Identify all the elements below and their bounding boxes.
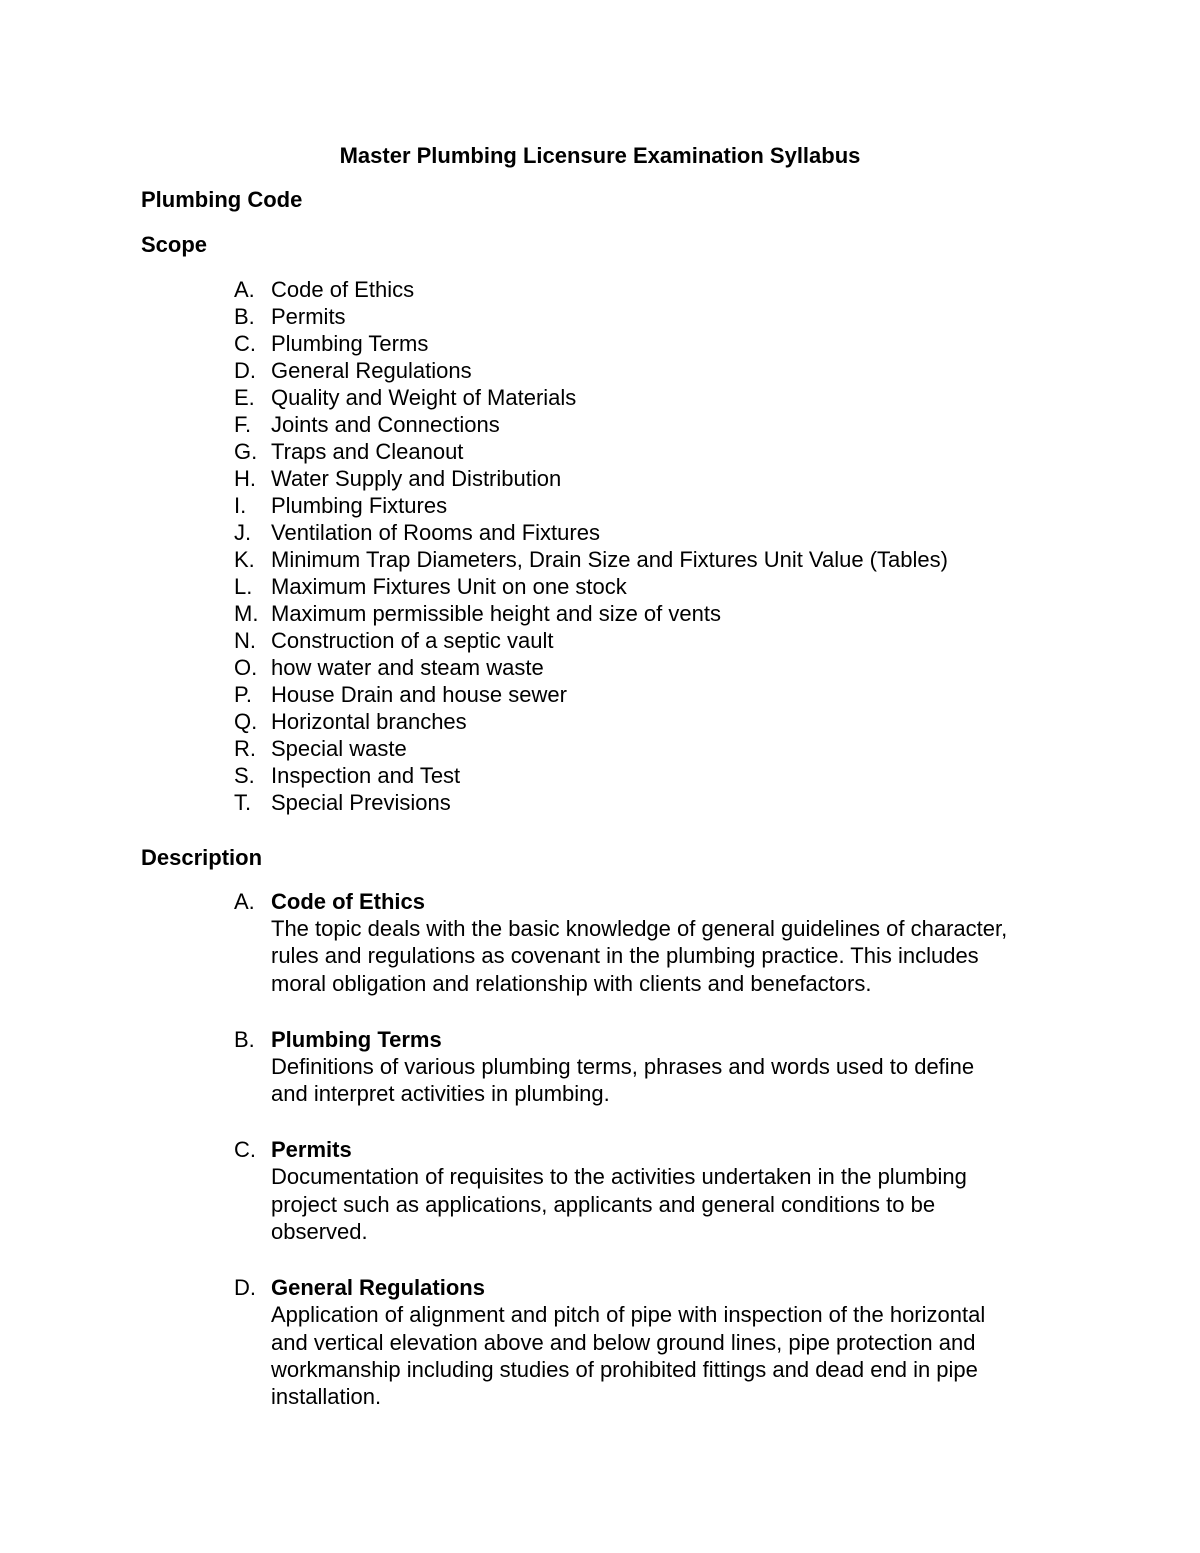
scope-item	[234, 384, 948, 411]
description-item-line: moral obligation and relationship with clients and benefactors.	[271, 970, 872, 996]
description-item-general-regulations	[234, 1274, 1074, 1410]
scope-item-text: House Drain and house sewer	[271, 682, 567, 707]
scope-item-letter: B.	[234, 304, 255, 329]
description-item-title: General Regulations	[271, 1275, 485, 1301]
scope-item-text: Special Previsions	[271, 790, 451, 815]
description-item-body	[271, 1026, 1074, 1108]
scope-item-text: Joints and Connections	[271, 412, 500, 437]
description-item-line: and vertical elevation above and below ground lines, pipe protection and	[271, 1329, 976, 1355]
scope-item	[234, 465, 948, 492]
scope-item-letter: H.	[234, 466, 256, 491]
scope-item	[234, 330, 948, 357]
section-heading-scope: Scope	[141, 232, 208, 257]
scope-item	[234, 357, 948, 384]
description-item-line: workmanship including studies of prohibited fittings and dead end in pipe	[271, 1356, 978, 1382]
description-item-line: Definitions of various plumbing terms, phrases and words used to define	[271, 1053, 975, 1079]
section-heading-description: Description	[141, 845, 263, 870]
scope-item-letter: P.	[234, 682, 252, 707]
scope-item	[234, 681, 948, 708]
scope-item	[234, 654, 948, 681]
description-item-line: Application of alignment and pitch of pipe with inspection of the horizontal	[271, 1302, 986, 1328]
scope-item-letter: Q.	[234, 709, 258, 734]
scope-item-text: Special waste	[271, 736, 407, 761]
description-item-body	[271, 1136, 1074, 1245]
scope-item-text: Inspection and Test	[271, 763, 461, 788]
description-item-title: Plumbing Terms	[271, 1026, 442, 1052]
scope-item-text: how water and steam waste	[271, 655, 544, 680]
scope-item-text: Permits	[271, 304, 346, 329]
description-list	[234, 888, 1074, 1440]
description-item-plumbing-terms	[234, 1026, 1074, 1108]
scope-item-letter: R.	[234, 736, 256, 761]
description-item-letter: A.	[234, 889, 255, 914]
scope-item-letter: S.	[234, 763, 255, 788]
scope-item-text: Construction of a septic vault	[271, 628, 554, 653]
scope-item	[234, 735, 948, 762]
description-item-letter: B.	[234, 1026, 255, 1052]
scope-item-letter: D.	[234, 358, 256, 383]
scope-item	[234, 519, 948, 546]
description-item-body	[271, 1274, 1074, 1410]
description-item-permits	[234, 1136, 1074, 1245]
description-item-line: Documentation of requisites to the activities undertaken in the plumbing	[271, 1164, 967, 1190]
description-item-line: installation.	[271, 1384, 382, 1410]
scope-item-text: Plumbing Terms	[271, 331, 429, 356]
scope-item	[234, 276, 948, 303]
description-item-line: rules and regulations as covenant in the plumbing practice. This includes	[271, 943, 979, 969]
scope-item	[234, 492, 948, 519]
scope-item-text: General Regulations	[271, 358, 472, 383]
scope-item-text: Minimum Trap Diameters, Drain Size and Fixtures Unit Value (Tables)	[271, 547, 948, 572]
scope-item-text: Water Supply and Distribution	[271, 466, 562, 491]
scope-item-letter: M.	[234, 601, 259, 626]
scope-item-letter: N.	[234, 628, 256, 653]
description-item-line: project such as applications, applicants and general conditions to be	[271, 1191, 936, 1217]
description-item-line: observed.	[271, 1219, 368, 1245]
scope-item-letter: J.	[234, 520, 252, 545]
document-title: Master Plumbing Licensure Examination Syllabus	[339, 143, 861, 168]
scope-item	[234, 546, 948, 573]
scope-item-letter: A.	[234, 277, 255, 302]
scope-item-text: Quality and Weight of Materials	[271, 385, 577, 410]
scope-item-letter: K.	[234, 547, 255, 572]
description-item-letter: C.	[234, 1137, 256, 1163]
scope-item	[234, 627, 948, 654]
section-heading-plumbing-code: Plumbing Code	[141, 187, 303, 212]
scope-item-letter: G.	[234, 439, 258, 464]
description-item-line: The topic deals with the basic knowledge of general guidelines of character,	[271, 916, 1008, 941]
scope-item	[234, 708, 948, 735]
scope-item-text: Ventilation of Rooms and Fixtures	[271, 520, 600, 545]
scope-item-letter: F.	[234, 412, 252, 437]
scope-item	[234, 303, 948, 330]
description-item-letter: D.	[234, 1275, 256, 1301]
scope-item-text: Plumbing Fixtures	[271, 493, 448, 518]
scope-list	[234, 276, 948, 816]
scope-item-letter: E.	[234, 385, 255, 410]
description-item-body	[271, 888, 1074, 997]
scope-item-text: Horizontal branches	[271, 709, 467, 734]
scope-item	[234, 573, 948, 600]
scope-item-letter: C.	[234, 331, 256, 356]
description-item-code-of-ethics	[234, 888, 1074, 997]
scope-item-letter: T.	[234, 790, 252, 815]
scope-item-text: Maximum Fixtures Unit on one stock	[271, 574, 627, 599]
scope-item-text: Code of Ethics	[271, 277, 415, 302]
scope-item	[234, 438, 948, 465]
scope-item-letter: O.	[234, 655, 258, 680]
description-item-title: Permits	[271, 1137, 352, 1163]
description-item-title: Code of Ethics	[271, 889, 426, 914]
scope-item-letter: L.	[234, 574, 253, 599]
scope-item	[234, 789, 948, 816]
scope-item-text: Traps and Cleanout	[271, 439, 464, 464]
description-item-line: and interpret activities in plumbing.	[271, 1081, 610, 1107]
scope-item	[234, 762, 948, 789]
scope-item	[234, 411, 948, 438]
scope-item-text: Maximum permissible height and size of vents	[271, 601, 721, 626]
scope-item-letter: I.	[234, 493, 247, 518]
scope-item	[234, 600, 948, 627]
